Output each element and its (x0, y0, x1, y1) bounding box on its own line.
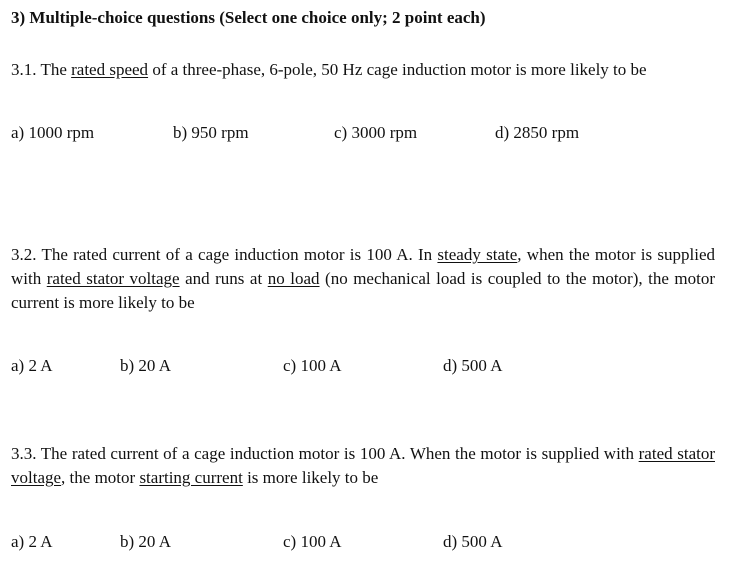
option-a[interactable]: a) 2 A (11, 356, 53, 375)
question-text: (no mechanical load is coupled to the motor), the motor current is more likely to be (11, 269, 716, 312)
option-c[interactable]: c) 100 A (283, 356, 342, 375)
question-text: 3.1. The (11, 60, 72, 79)
option-d[interactable]: d) 500 A (443, 532, 503, 551)
question-text: of a three-phase, 6-pole, 50 Hz cage induction motor is more likely to be (148, 60, 647, 79)
question-text: and runs at (179, 269, 268, 288)
option-d[interactable]: d) 2850 rpm (495, 123, 580, 142)
question-text: 3.2. The rated current of a cage induction motor is 100 A. In (11, 245, 438, 264)
option-a[interactable]: a) 2 A (11, 532, 53, 551)
underlined-term: rated stator voltage (11, 444, 715, 487)
underlined-term: rated stator voltage (46, 269, 180, 288)
section-heading: 3) Multiple-choice questions (Select one choice only; 2 point each) (11, 8, 486, 27)
question-3-2 (11, 243, 715, 315)
question-3-1 (11, 58, 647, 82)
question-3-3 (11, 442, 715, 490)
underlined-term: rated speed (71, 60, 149, 79)
underlined-term: no load (267, 269, 320, 288)
option-d[interactable]: d) 500 A (443, 356, 503, 375)
underlined-term: steady state (437, 245, 518, 264)
option-c[interactable]: c) 100 A (283, 532, 342, 551)
question-text: is more likely to be (242, 468, 379, 487)
question-text: , when the motor is supplied with (11, 245, 715, 288)
question-text: 3.3. The rated current of a cage induction motor is 100 A. When the motor is supplied with (11, 444, 639, 463)
option-c[interactable]: c) 3000 rpm (334, 123, 418, 142)
option-b[interactable]: b) 20 A (120, 356, 171, 375)
option-a[interactable]: a) 1000 rpm (11, 123, 95, 142)
option-b[interactable]: b) 950 rpm (173, 123, 249, 142)
question-text: , the motor (61, 468, 140, 487)
underlined-term: starting current (139, 468, 243, 487)
option-b[interactable]: b) 20 A (120, 532, 171, 551)
